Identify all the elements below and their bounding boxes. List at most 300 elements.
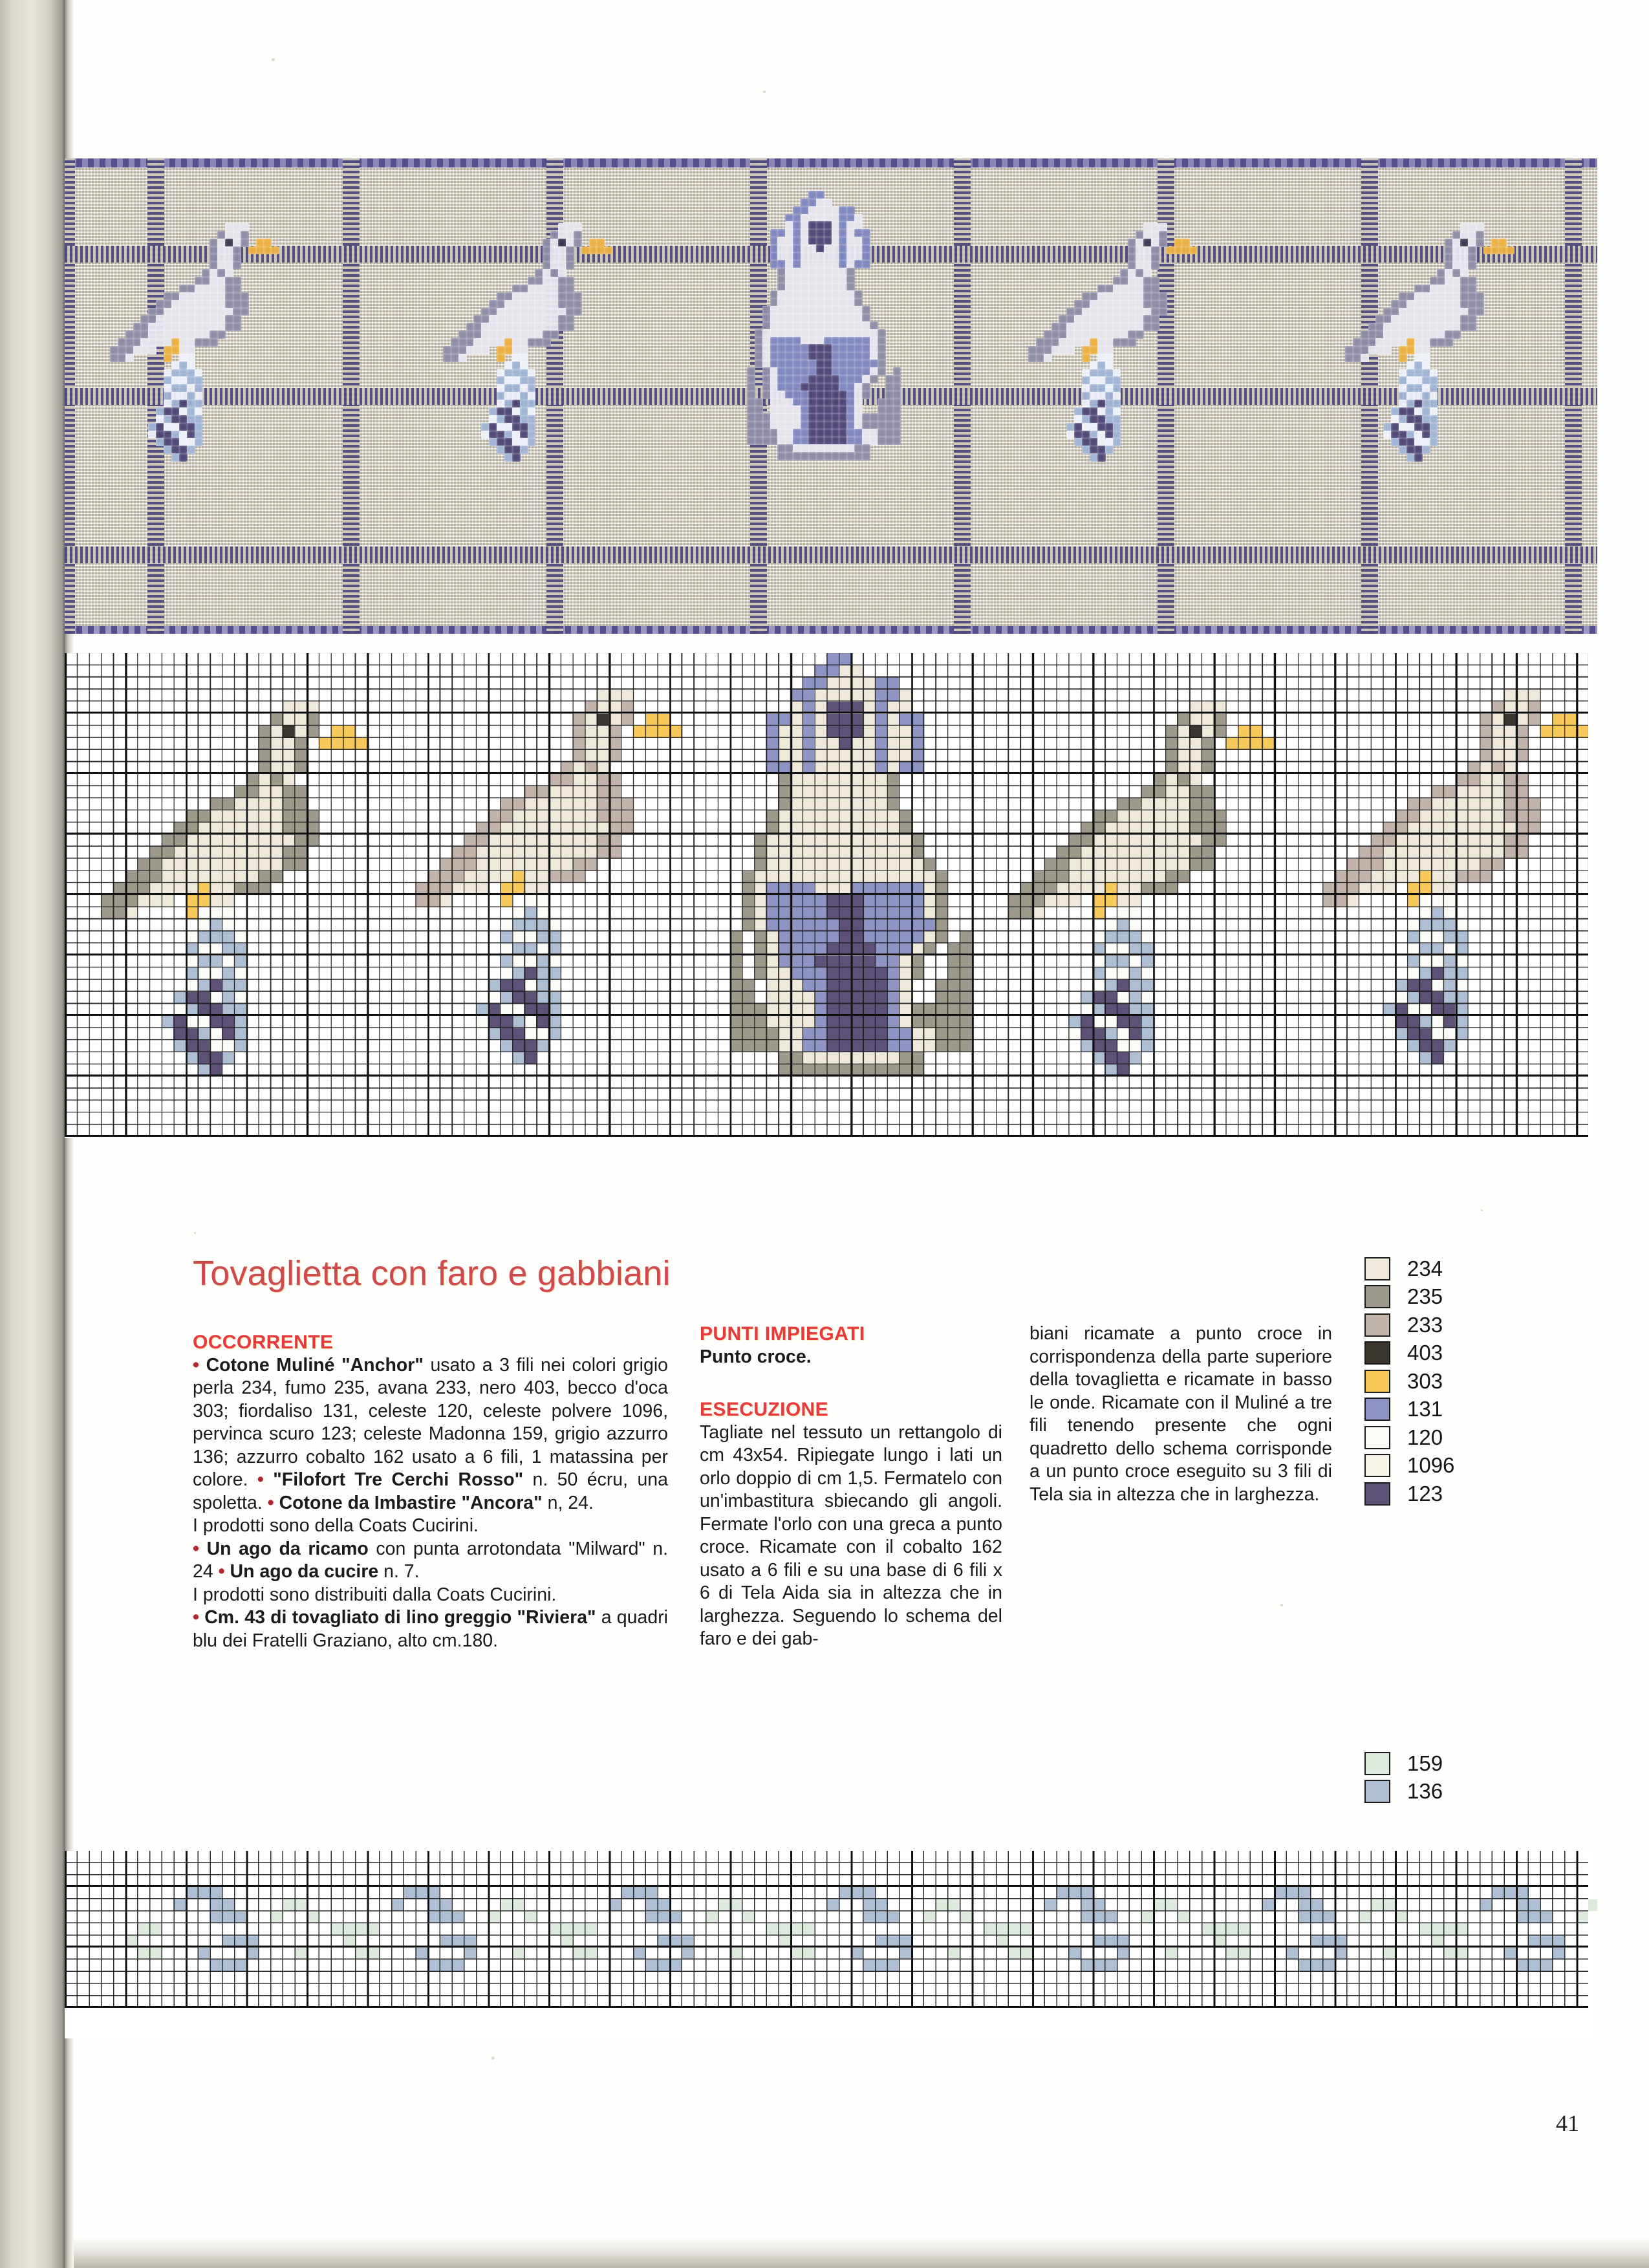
chart-stitch-cell [162, 1016, 174, 1028]
chart-stitch-cell [597, 810, 609, 823]
chart-stitch-cell [173, 1016, 186, 1028]
chart-stitch-cell [899, 835, 911, 847]
chart-stitch-cell [283, 835, 295, 847]
embroidered-stitch [187, 346, 195, 354]
chart-stitch-cell [210, 1052, 222, 1064]
embroidered-stitch [808, 191, 817, 199]
embroidered-stitch [604, 246, 612, 255]
embroidered-stitch [1476, 239, 1484, 247]
embroidered-stitch [125, 346, 134, 354]
chart-stitch-cell [766, 714, 779, 726]
chart-stitch-cell [911, 895, 923, 907]
chart-stitch-cell [742, 1912, 754, 1924]
chart-stitch-cell [1383, 1016, 1395, 1028]
chart-stitch-cell [1431, 992, 1443, 1004]
chart-stitch-cell [814, 762, 826, 774]
chart-stitch-cell [887, 1004, 900, 1016]
chart-stitch-cell [1081, 883, 1093, 895]
chart-stitch-cell [887, 689, 900, 702]
chart-stitch-cell [173, 1899, 186, 1912]
chart-stitch-cell [790, 835, 803, 847]
chart-stitch-cell [1419, 1923, 1431, 1936]
chart-stitch-cell [113, 895, 125, 907]
chart-stitch-cell [730, 992, 742, 1004]
chart-stitch-cell [500, 835, 512, 847]
legend-item-row [1364, 1311, 1454, 1339]
chart-stitch-cell [186, 1052, 198, 1064]
chart-stitch-cell [198, 980, 210, 992]
chart-stitch-cell [645, 726, 658, 738]
chart-stitch-cell [524, 1004, 537, 1016]
chart-stitch-cell [1214, 1936, 1226, 1948]
chart-stitch-cell [814, 835, 826, 847]
chart-stitch-cell [210, 992, 222, 1004]
embroidered-stitch [747, 429, 755, 437]
chart-stitch-cell [826, 1899, 839, 1912]
chart-stitch-cell [911, 1004, 923, 1016]
color-legend [1364, 1255, 1454, 1508]
chart-stitch-cell [234, 992, 246, 1004]
chart-stitch-cell [1346, 895, 1359, 907]
chart-stitch-cell [1431, 980, 1443, 992]
chart-stitch-cell [1467, 859, 1480, 871]
chart-stitch-cell [826, 665, 839, 678]
chart-stitch-cell [778, 967, 790, 980]
chart-stitch-cell [258, 871, 270, 883]
chart-stitch-cell [1044, 859, 1057, 871]
chart-stitch-cell [1129, 919, 1141, 931]
embroidered-stitch [1414, 407, 1423, 416]
embroidered-stitch [1090, 453, 1098, 462]
chart-stitch-cell [451, 859, 464, 871]
chart-stitch-cell [294, 1899, 307, 1912]
chart-stitch-cell [1516, 750, 1528, 762]
chart-stitch-cell [1443, 931, 1456, 944]
embroidered-stitch [1159, 292, 1167, 301]
chart-stitch-cell [1141, 956, 1153, 968]
chart-stitch-cell [730, 956, 742, 968]
chart-stitch-cell [488, 1004, 501, 1016]
punti-impiegati-heading: PUNTI IMPIEGATI [700, 1323, 865, 1345]
chart-stitch-cell [814, 944, 826, 956]
chart-stitch-cell [1153, 786, 1165, 799]
embroidered-stitch [1468, 223, 1476, 232]
occorrente-p2: I prodotti sono della Coats Cucirini. [193, 1515, 479, 1536]
chart-stitch-cell [536, 956, 548, 968]
chart-stitch-cell [173, 835, 186, 847]
chart-stitch-cell [609, 798, 621, 810]
embroidered-stitch [171, 453, 180, 462]
embroidered-stitch [458, 346, 467, 354]
embroidered-stitch [808, 452, 817, 460]
chart-stitch-cell [839, 895, 851, 907]
chart-stitch-cell [500, 810, 512, 823]
chart-stitch-cell [548, 798, 561, 810]
chart-stitch-cell [246, 786, 259, 799]
chart-stitch-cell [1322, 1936, 1335, 1948]
chart-stitch-cell [899, 738, 911, 750]
chart-stitch-cell [1177, 810, 1189, 823]
chart-stitch-cell [258, 774, 270, 786]
chart-stitch-cell [1407, 1040, 1419, 1052]
embroidered-stitch [878, 429, 886, 437]
chart-stitch-cell [899, 1004, 911, 1016]
chart-stitch-cell [234, 1040, 246, 1052]
legend-item-row [1364, 1452, 1454, 1480]
chart-stitch-cell [500, 919, 512, 931]
chart-stitch-cell [875, 1016, 887, 1028]
chart-stitch-cell [1093, 931, 1105, 944]
chart-stitch-cell [1093, 907, 1105, 920]
chart-stitch-cell [899, 992, 911, 1004]
legend-item-row [1364, 1255, 1454, 1283]
chart-stitch-cell [548, 810, 561, 823]
chart-stitch-cell [173, 1028, 186, 1041]
chart-stitch-cell [911, 956, 923, 968]
embroidered-stitch [893, 375, 901, 383]
chart-stitch-cell [1117, 1040, 1129, 1052]
chart-stitch-cell [960, 1912, 972, 1924]
chart-stitch-cell [803, 931, 815, 944]
chart-stitch-cell [814, 992, 826, 1004]
chart-stitch-cell [790, 1004, 803, 1016]
chart-stitch-cell [766, 895, 779, 907]
chart-stitch-cell [826, 871, 839, 883]
chart-stitch-cell [754, 883, 766, 895]
chart-stitch-cell [536, 1040, 548, 1052]
chart-stitch-cell [1335, 883, 1347, 895]
chart-stitch-cell [1177, 726, 1189, 738]
chart-stitch-cell [258, 859, 270, 871]
embroidered-stitch [504, 346, 513, 354]
chart-stitch-cell [451, 1912, 464, 1924]
embroidered-stitch [816, 391, 824, 399]
chart-stitch-cell [1093, 895, 1105, 907]
chart-stitch-cell [1298, 1899, 1310, 1912]
chart-stitch-cell [1081, 1004, 1093, 1016]
chart-stitch-cell [790, 689, 803, 702]
chart-stitch-cell [657, 1912, 669, 1924]
chart-stitch-cell [803, 677, 815, 689]
chart-stitch-cell [1153, 798, 1165, 810]
chart-stitch-cell [609, 847, 621, 859]
chart-stitch-cell [1492, 847, 1504, 859]
chart-stitch-cell [270, 738, 283, 750]
chart-stitch-cell [875, 931, 887, 944]
chart-stitch-cell [270, 823, 283, 835]
chart-stitch-cell [1214, 714, 1226, 726]
chart-stitch-cell [803, 810, 815, 823]
chart-stitch-cell [814, 1004, 826, 1016]
chart-stitch-cell [1032, 871, 1044, 883]
embroidered-stitch [1468, 231, 1476, 239]
chart-stitch-cell [754, 895, 766, 907]
embroidered-stitch [1422, 415, 1430, 424]
chart-stitch-cell [1395, 1912, 1407, 1924]
chart-stitch-cell [186, 871, 198, 883]
chart-stitch-cell [1492, 726, 1504, 738]
chart-stitch-cell [839, 689, 851, 702]
chart-stitch-cell [210, 895, 222, 907]
chart-stitch-cell [1129, 907, 1141, 920]
occorrente-p3: • Un ago da ricamo con punta arrotondata "Milward" n. 24 • Un ago da cucire n. 7. [193, 1538, 669, 1582]
chart-stitch-cell [1443, 992, 1456, 1004]
chart-stitch-cell [1189, 750, 1202, 762]
chart-stitch-cell [851, 1016, 863, 1028]
chart-stitch-cell [803, 1923, 815, 1936]
chart-stitch-cell [863, 823, 875, 835]
chart-stitch-cell [1467, 786, 1480, 799]
chart-stitch-cell [1129, 1004, 1141, 1016]
chart-stitch-cell [754, 835, 766, 847]
embroidered-stitch [1414, 354, 1423, 362]
chart-stitch-cell [851, 931, 863, 944]
chart-stitch-cell [476, 1016, 488, 1028]
chart-stitch-cell [911, 835, 923, 847]
chart-stitch-cell [1528, 702, 1540, 714]
chart-stitch-cell [778, 859, 790, 871]
chart-stitch-cell [766, 1040, 779, 1052]
chart-stitch-cell [875, 944, 887, 956]
chart-stitch-cell [803, 847, 815, 859]
embroidered-stitch [581, 246, 590, 255]
chart-stitch-cell [1310, 1960, 1322, 1972]
chart-stitch-cell [524, 1052, 537, 1064]
chart-stitch-cell [1431, 1016, 1443, 1028]
embroidered-stitch [893, 429, 901, 437]
chart-stitch-cell [1407, 859, 1419, 871]
chart-stitch-cell [561, 762, 573, 774]
chart-stitch-cell [270, 798, 283, 810]
chart-stitch-cell [790, 798, 803, 810]
embroidered-stitch [512, 407, 521, 416]
embroidered-stitch [816, 268, 824, 276]
chart-stitch-cell [826, 1016, 839, 1028]
chart-stitch-cell [1081, 1960, 1093, 1972]
chart-stitch-cell [826, 931, 839, 944]
chart-stitch-cell [210, 835, 222, 847]
chart-stitch-cell [186, 931, 198, 944]
chart-stitch-cell [1093, 1960, 1105, 1972]
chart-stitch-cell [234, 847, 246, 859]
chart-stitch-cell [1407, 919, 1419, 931]
chart-stitch-cell [1456, 1028, 1468, 1041]
chart-stitch-cell [935, 895, 947, 907]
embroidered-stitch [520, 400, 528, 408]
chart-stitch-cell [1480, 810, 1492, 823]
chart-stitch-cell [803, 835, 815, 847]
chart-stitch-cell [1552, 714, 1564, 726]
chart-stitch-cell [621, 810, 633, 823]
chart-stitch-cell [1202, 810, 1214, 823]
chart-stitch-cell [1407, 956, 1419, 968]
chart-stitch-cell [162, 895, 174, 907]
embroidered-stitch [504, 453, 513, 462]
chart-stitch-cell [1431, 786, 1443, 799]
chart-stitch-cell [186, 810, 198, 823]
embroidered-stitch [1097, 423, 1106, 431]
chart-stitch-cell [283, 798, 295, 810]
embroidered-stitch [747, 367, 755, 376]
chart-stitch-cell [1202, 823, 1214, 835]
chart-stitch-cell [778, 1016, 790, 1028]
embroidered-stitch [1105, 400, 1114, 408]
chart-stitch-cell [778, 726, 790, 738]
embroidered-stitch [816, 383, 824, 391]
chart-stitch-cell [500, 871, 512, 883]
chart-stitch-cell [524, 847, 537, 859]
chart-stitch-cell [911, 738, 923, 750]
chart-stitch-cell [935, 1004, 947, 1016]
chart-stitch-cell [464, 1936, 476, 1948]
chart-stitch-cell [1189, 835, 1202, 847]
chart-stitch-cell [548, 931, 561, 944]
embroidered-stitch [824, 329, 832, 338]
chart-stitch-cell [1117, 835, 1129, 847]
embroidered-stitch [824, 452, 832, 460]
chart-stitch-cell [1335, 895, 1347, 907]
chart-stitch-cell [294, 726, 307, 738]
chart-stitch-cell [1238, 1923, 1250, 1936]
chart-stitch-cell [1395, 1004, 1407, 1016]
chart-stitch-cell [875, 762, 887, 774]
chart-stitch-cell [826, 653, 839, 665]
chart-stitch-cell [1407, 931, 1419, 944]
chart-stitch-cell [1346, 883, 1359, 895]
chart-stitch-cell [875, 798, 887, 810]
chart-stitch-cell [210, 967, 222, 980]
chart-stitch-cell [887, 895, 900, 907]
chart-stitch-cell [875, 689, 887, 702]
chart-stitch-cell [198, 944, 210, 956]
chart-stitch-cell [488, 1016, 501, 1028]
color-code-label: 1096 [1407, 1453, 1455, 1478]
embroidered-stitch [893, 437, 901, 445]
chart-stitch-cell [1516, 1887, 1528, 1899]
chart-stitch-cell [1141, 847, 1153, 859]
embroidered-stitch [762, 391, 771, 399]
chart-stitch-cell [476, 847, 488, 859]
chart-stitch-cell [766, 1004, 779, 1016]
embroidered-stitch [824, 437, 832, 445]
chart-stitch-cell [803, 980, 815, 992]
chart-stitch-cell [210, 1960, 222, 1972]
chart-stitch-cell [561, 859, 573, 871]
embroidered-stitch [824, 260, 832, 268]
chart-stitch-cell [851, 665, 863, 678]
chart-stitch-cell [1540, 1912, 1552, 1924]
chart-stitch-cell [210, 907, 222, 920]
chart-stitch-cell [440, 895, 452, 907]
chart-stitch-cell [234, 871, 246, 883]
legend-item-row [1364, 1480, 1454, 1508]
embroidered-stitch [862, 252, 870, 261]
chart-stitch-cell [899, 1016, 911, 1028]
chart-stitch-cell [548, 919, 561, 931]
chart-stitch-cell [500, 980, 512, 992]
chart-stitch-cell [198, 859, 210, 871]
chart-stitch-cell [1492, 810, 1504, 823]
chart-stitch-cell [1081, 859, 1093, 871]
chart-stitch-cell [899, 967, 911, 980]
chart-stitch-cell [911, 931, 923, 944]
embroidered-stitch [241, 223, 249, 232]
chart-stitch-cell [875, 919, 887, 931]
chart-stitch-cell [887, 944, 900, 956]
chart-stitch-cell [186, 1016, 198, 1028]
occorrente-p4: I prodotti sono distribuiti dalla Coats Cucirini. [193, 1584, 557, 1605]
chart-stitch-cell [863, 1028, 875, 1041]
embroidered-stitch [755, 437, 763, 445]
chart-stitch-cell [1407, 883, 1419, 895]
chart-stitch-cell [1443, 810, 1456, 823]
chart-stitch-cell [923, 1040, 936, 1052]
chart-stitch-cell [960, 992, 972, 1004]
chart-stitch-cell [1516, 714, 1528, 726]
chart-stitch-cell [875, 980, 887, 992]
chart-stitch-cell [186, 956, 198, 968]
chart-stitch-cell [863, 1016, 875, 1028]
chart-stitch-cell [548, 859, 561, 871]
chart-stitch-cell [198, 810, 210, 823]
chart-stitch-cell [1081, 1016, 1093, 1028]
chart-stitch-cell [294, 847, 307, 859]
chart-stitch-cell [742, 1016, 754, 1028]
chart-stitch-cell [911, 907, 923, 920]
chart-stitch-cell [754, 871, 766, 883]
chart-stitch-cell [283, 859, 295, 871]
embroidered-stitch [1136, 330, 1144, 339]
chart-stitch-cell [1105, 1912, 1117, 1924]
chart-stitch-cell [500, 967, 512, 980]
chart-stitch-cell [585, 702, 597, 714]
chart-stitch-cell [1456, 980, 1468, 992]
chart-stitch-cell [1456, 810, 1468, 823]
legend-item-row [1364, 1283, 1454, 1312]
chart-stitch-cell [1105, 1936, 1117, 1948]
chart-stitch-cell [1105, 823, 1117, 835]
page-number: 41 [1556, 2110, 1579, 2136]
chart-stitch-cell [826, 714, 839, 726]
chart-stitch-cell [778, 895, 790, 907]
chart-stitch-cell [524, 980, 537, 992]
chart-stitch-cell [512, 980, 524, 992]
chart-stitch-cell [597, 714, 609, 726]
embroidered-stitch [1181, 239, 1190, 247]
chart-stitch-cell [307, 702, 319, 714]
legend-item-row [1364, 1367, 1454, 1396]
chart-stitch-cell [839, 750, 851, 762]
chart-stitch-cell [754, 1016, 766, 1028]
chart-stitch-cell [887, 1912, 900, 1924]
chart-stitch-cell [1383, 1899, 1395, 1912]
color-code-label: 303 [1407, 1368, 1443, 1393]
embroidered-stitch [1414, 285, 1423, 293]
chart-stitch-cell [899, 980, 911, 992]
chart-stitch-cell [561, 810, 573, 823]
chart-stitch-cell [1008, 1923, 1020, 1936]
chart-stitch-cell [451, 871, 464, 883]
embroidered-stitch [870, 375, 878, 383]
chart-stitch-cell [778, 714, 790, 726]
chart-stitch-cell [1177, 823, 1189, 835]
chart-stitch-cell [839, 774, 851, 786]
chart-stitch-cell [1105, 992, 1117, 1004]
embroidered-stitch [762, 329, 771, 338]
chart-stitch-cell [911, 967, 923, 980]
embroidered-stitch [846, 268, 855, 276]
embroidered-stitch [550, 330, 559, 339]
